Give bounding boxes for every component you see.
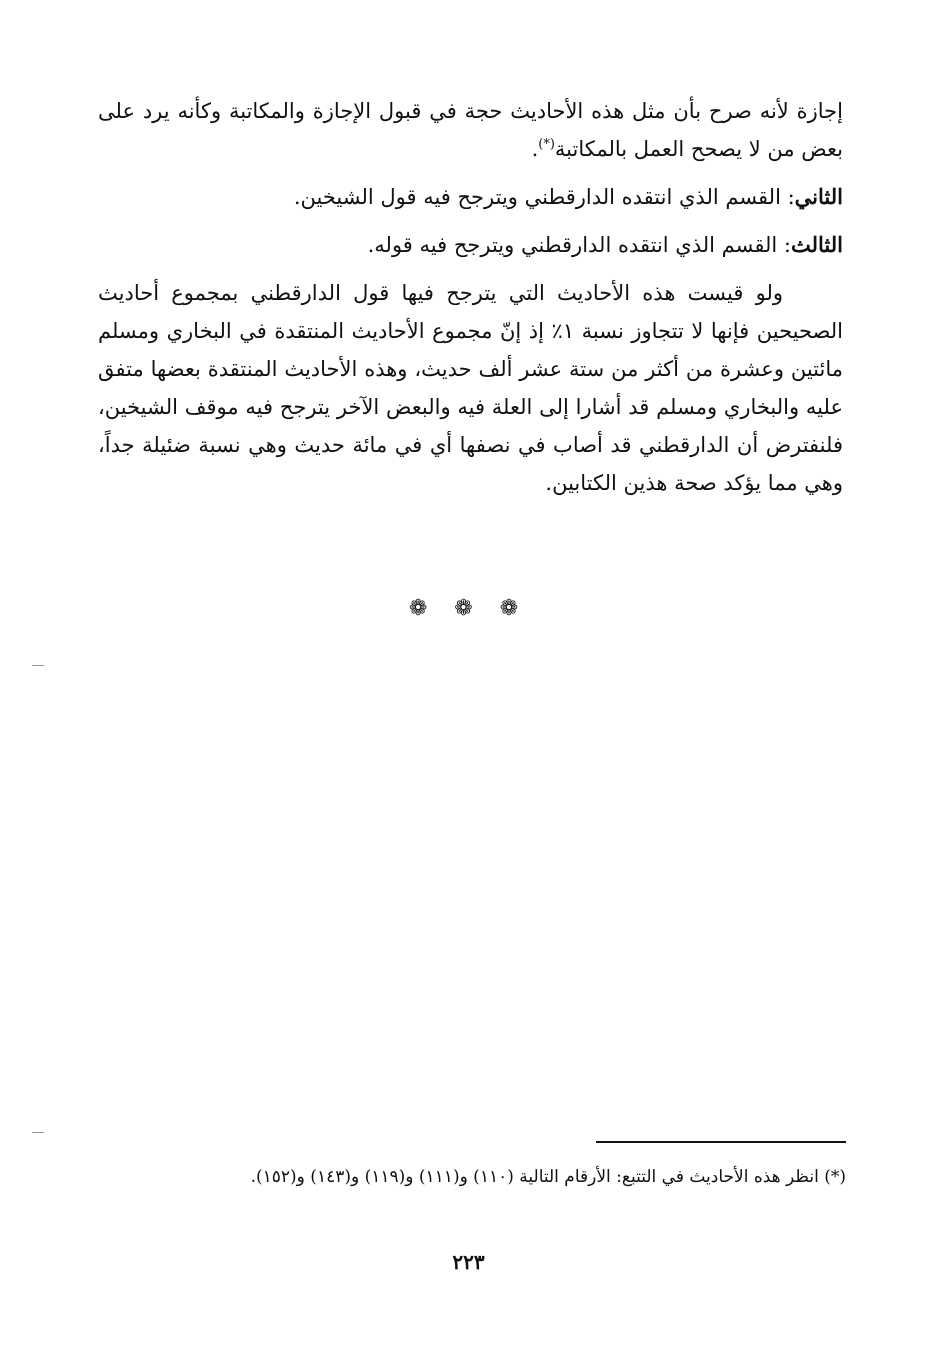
intro-paragraph bbox=[98, 92, 843, 168]
second-category-label: الثاني bbox=[794, 184, 843, 209]
footnote-separator bbox=[596, 1141, 846, 1143]
third-category-label: الثالث bbox=[791, 232, 843, 257]
margin-mark bbox=[32, 665, 44, 666]
third-category-text: : القسم الذي انتقده الدارقطني ويترجح فيه قوله. bbox=[367, 233, 791, 257]
page-number: ٢٢٣ bbox=[452, 1250, 485, 1274]
main-text-block bbox=[98, 92, 843, 502]
footnote-reference[interactable]: (*) bbox=[538, 137, 555, 152]
footnote: (*) انظر هذه الأحاديث في التتبع: الأرقام التالية (١١٠) و(١١١) و(١١٩) و(١٤٣) و(١٥٢). bbox=[250, 1167, 846, 1187]
section-end-ornament: ❁ ❁ ❁ bbox=[408, 596, 529, 621]
second-category-text: : القسم الذي انتقده الدارقطني ويترجح فيه قول الشيخين. bbox=[293, 185, 795, 209]
second-category-paragraph bbox=[98, 178, 843, 216]
main-paragraph: ولو قيست هذه الأحاديث التي يترجح فيها قول الدارقطني بمجموع أحاديث الصحيحين فإنها لا تتجاوز نسبة ١٪ إذ إنّ مجموع الأحاديث المنتقدة في البخاري ومسلم مائتين وعشرة من أكثر من ستة عشر ألف حديث، وهذه الأحاديث المنتقدة بعضها متفق عليه والبخاري ومسلم قد أشارا إلى العلة فيه والبعض الآخر يترجح فيه موقف الشيخين، فلنفترض أن الدارقطني قد أصاب في نصفها أي في مائة حديث وهي نسبة ضئيلة جداً، وهي مما يؤكد صحة هذين الكتابين. bbox=[98, 281, 843, 495]
intro-end: . bbox=[531, 137, 539, 161]
intro-text: إجازة لأنه صرح بأن مثل هذه الأحاديث حجة في قبول الإجازة والمكاتبة وكأنه يرد على بعض من لا يصحح العمل بالمكاتبة bbox=[98, 99, 843, 161]
third-category-paragraph bbox=[98, 226, 843, 264]
margin-mark bbox=[32, 1132, 44, 1133]
